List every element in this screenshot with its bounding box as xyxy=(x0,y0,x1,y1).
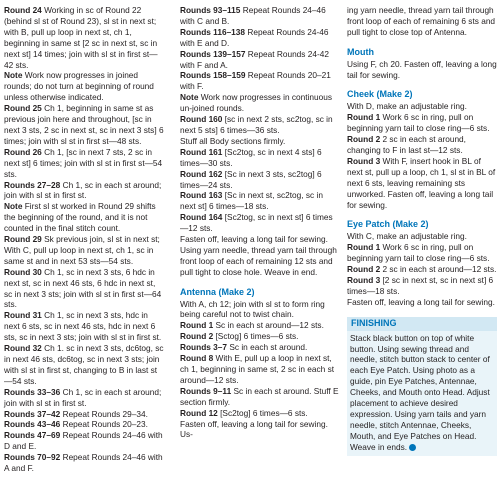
round-label: Round 26 xyxy=(4,146,42,157)
instruction-text: Sk previous join, sl st in next st; With C, pull up loop in next st, ch 1, sc in same st and in next 53 sts—54 sts. xyxy=(4,234,160,266)
instruction-paragraph xyxy=(180,27,339,49)
round-label: Rounds 27–28 xyxy=(4,179,61,190)
round-label: Round 1 xyxy=(347,242,381,253)
instruction-paragraph xyxy=(4,5,164,70)
round-label: Round 30 xyxy=(4,266,42,277)
instruction-paragraph xyxy=(4,70,164,103)
round-label: Rounds 3–7 xyxy=(180,342,228,353)
instruction-paragraph xyxy=(180,342,339,353)
instruction-text: Ch 1, beginning in same st as previous join here and throughout, [sc in next 3 sts, 2 sc in next st, sc in next 3 sts] 6 times; join with sl st in first st—48 sts. xyxy=(4,103,164,146)
finishing-box xyxy=(347,331,497,456)
instruction-paragraph xyxy=(180,212,339,234)
round-label: Note xyxy=(180,92,199,103)
instruction-paragraph xyxy=(4,103,164,147)
instruction-paragraph xyxy=(4,180,164,202)
instruction-paragraph xyxy=(4,201,164,234)
round-label: Rounds 116–138 xyxy=(180,26,246,37)
round-label: Rounds 93–115 xyxy=(180,5,241,15)
instruction-text: With D, make an adjustable ring. xyxy=(347,101,467,112)
instruction-text: [2 sc in next st, sc in next st] 6 times—18 sts. xyxy=(347,274,494,296)
round-label: Round 2 xyxy=(180,331,214,342)
round-label: Round 2 xyxy=(347,134,381,145)
instruction-paragraph xyxy=(180,49,339,71)
instruction-paragraph xyxy=(180,299,339,321)
finishing-heading xyxy=(347,317,497,331)
round-label: Round 8 xyxy=(180,353,214,364)
instruction-text: Ch 1. sc in next 3 sts, dc6tog, sc in next 46 sts, dc6tog, sc in next 3 sts; join with sl st in first st, changing to B in last st—54 sts. xyxy=(4,343,164,386)
instruction-paragraph xyxy=(347,156,497,211)
instruction-text: Work now progresses in joined rounds; do not turn at beginning of round unless otherwise indicated. xyxy=(4,70,154,103)
instruction-paragraph xyxy=(347,275,497,297)
section-heading: Eye Patch (Make 2) xyxy=(347,219,429,230)
instruction-paragraph xyxy=(4,409,164,420)
instruction-text: With E, pull up a loop in next st, ch 1, beginning in same st, 2 sc in each st around—12 sts. xyxy=(180,353,335,385)
round-label: Round 31 xyxy=(4,310,42,321)
instruction-paragraph xyxy=(4,234,164,267)
section-heading: Mouth xyxy=(347,46,374,57)
instruction-paragraph xyxy=(347,264,497,275)
instruction-text: Using F, ch 20. Fasten off, leaving a long tail for sewing. xyxy=(347,58,497,80)
instruction-text: Repeat Rounds 20–23. xyxy=(60,419,148,430)
round-label: Round 32 xyxy=(4,343,42,354)
instruction-text: Ch 1, [sc in next 7 sts, 2 sc in next st] 6 times; join with sl st in first st—54 sts. xyxy=(4,146,163,179)
round-label: Rounds 9–11 xyxy=(180,385,232,396)
instruction-text: With C, make an adjustable ring. xyxy=(347,231,467,242)
instruction-paragraph xyxy=(180,331,339,342)
instruction-paragraph xyxy=(180,114,339,136)
round-label: Rounds 43–46 xyxy=(4,419,61,430)
instruction-text: [Sc in next 3 sts, sc2tog] 6 times—24 sts. xyxy=(180,168,322,190)
section-heading: Antenna (Make 2) xyxy=(180,286,255,297)
instruction-text: Ch 1, sc in each st around; join with sl st in first st. xyxy=(4,179,162,201)
instruction-text: With A, ch 12; join with sl st to form ring being careful not to twist chain. xyxy=(180,298,325,320)
instruction-text: Stuff all Body sections firmly. xyxy=(180,135,286,146)
round-label: Round 1 xyxy=(347,112,381,123)
instruction-paragraph xyxy=(180,419,339,441)
instruction-text: First sl st worked in Round 29 shifts the beginning of the round, and it is not counted in the final stitch count. xyxy=(4,201,156,234)
instruction-paragraph xyxy=(180,5,339,27)
round-label: Rounds 139–157 xyxy=(180,48,246,59)
instruction-paragraph xyxy=(347,59,497,81)
round-label: Rounds 47–69 xyxy=(4,430,61,441)
instruction-text: Repeat Rounds 20–21 with F. xyxy=(180,70,331,92)
round-label: Round 164 xyxy=(180,212,223,223)
instruction-text: Repeat Rounds 24–46 with A and F. xyxy=(4,452,163,474)
round-label: Round 3 xyxy=(347,155,381,166)
round-label: Rounds 158–159 xyxy=(180,70,246,81)
instruction-text: Repeat Rounds 24–46 with D and E. xyxy=(4,430,163,452)
instruction-paragraph xyxy=(180,92,339,114)
instruction-paragraph xyxy=(180,353,339,386)
instruction-text: Fasten off, leaving a long tail for sewing. xyxy=(347,296,495,307)
instruction-text: [sc in next 2 sts, sc2tog, sc in next 5 sts] 6 times—36 sts. xyxy=(180,114,333,135)
column-2 xyxy=(180,5,339,440)
instruction-text: [Sctog] 6 times—6 sts. xyxy=(213,331,299,342)
instruction-paragraph xyxy=(4,452,164,474)
instruction-text: Fasten off, leaving a long tail for sewing. Using yarn needle, thread yarn tail through front loop of each of remaining 12 sts and pull tight to close hole. Weave in end. xyxy=(180,234,337,277)
instruction-text: Ch 1, sc in next 3 sts, hdc in next 6 sts, sc in next 46 sts, hdc in next 6 sts, sc in next 3 sts; join with sl st in first st. xyxy=(4,310,162,343)
round-label: Note xyxy=(4,70,23,81)
instruction-text: [Sc2tog] 6 times—6 sts. xyxy=(217,407,308,418)
instruction-text: Repeat Rounds 24-42 with F and A. xyxy=(180,48,329,70)
instruction-paragraph xyxy=(180,234,339,278)
instruction-text: Sc in each st around—12 sts. xyxy=(213,320,324,331)
instruction-text: [Sc2tog, sc in next 4 sts] 6 times—30 sts. xyxy=(180,146,322,168)
instruction-paragraph xyxy=(347,5,497,38)
instruction-paragraph xyxy=(180,147,339,169)
instruction-paragraph xyxy=(4,419,164,430)
round-label: Rounds 37–42 xyxy=(4,408,61,419)
instruction-paragraph xyxy=(4,147,164,180)
round-label: Round 163 xyxy=(180,190,223,201)
instruction-paragraph xyxy=(180,190,339,212)
instruction-text: Working in sc of Round 22 (behind sl st of Round 23), sl st in next st; with B, pull up loop in next st, ch 1, beginning in same st [2 sc in next st, sc in next st] 14 times; join with sl st in first st—42 sts. xyxy=(4,5,158,70)
finishing-heading-text: FINISHING xyxy=(351,318,397,329)
column-3 xyxy=(347,5,497,456)
instruction-paragraph xyxy=(180,169,339,191)
instruction-paragraph xyxy=(180,320,339,331)
round-label: Note xyxy=(4,201,23,212)
round-label: Round 12 xyxy=(180,407,218,418)
instruction-text: Work now progresses in continuous un-joined rounds. xyxy=(180,92,333,114)
instruction-paragraph xyxy=(180,408,339,419)
round-label: Round 29 xyxy=(4,234,42,245)
instruction-text: With F, insert hook in BL of next st, pull up a loop, ch 1, sl st in BL of next 6 sts, leaving remaining sts unworked. Fasten off, leaving a long tail for sewing. xyxy=(347,155,496,210)
round-label: Round 24 xyxy=(4,5,42,15)
instruction-text: Repeat Rounds 29–34. xyxy=(60,408,148,419)
round-label: Round 162 xyxy=(180,168,223,179)
instruction-text: Sc in each st around. xyxy=(227,342,308,353)
round-label: Round 3 xyxy=(347,274,381,285)
instruction-paragraph xyxy=(180,386,339,408)
instruction-paragraph xyxy=(4,310,164,343)
instruction-paragraph xyxy=(4,430,164,452)
instruction-text: [Sc2tog, sc in next st] 6 times—12 sts. xyxy=(180,212,333,234)
instruction-text: Ch 1, sc in next 3 sts, 6 hdc in next st, sc in next 46 sts, 6 hdc in next st, sc in next 3 sts; join with sl st in first st—64 sts. xyxy=(4,266,162,310)
round-label: Round 25 xyxy=(4,103,42,114)
instruction-paragraph xyxy=(347,231,497,242)
instruction-paragraph xyxy=(347,242,497,264)
section-heading: Cheek (Make 2) xyxy=(347,89,413,100)
round-label: Round 161 xyxy=(180,146,223,157)
instruction-paragraph xyxy=(347,112,497,134)
instruction-text: Fasten off, leaving a long tail for sewing. Us- xyxy=(180,418,328,440)
end-mark-icon xyxy=(409,444,416,451)
instruction-text: Ch 1, sc in each st around; join with sl st in first st. xyxy=(4,386,162,408)
instruction-paragraph xyxy=(347,297,497,308)
column-1 xyxy=(4,5,164,474)
round-label: Round 2 xyxy=(347,264,381,275)
instruction-paragraph xyxy=(347,134,497,156)
round-label: Round 160 xyxy=(180,114,223,125)
instruction-paragraph xyxy=(180,136,339,147)
instruction-text: Work 6 sc in ring, pull on beginning yarn tail to close ring—6 sts. xyxy=(347,112,490,134)
round-label: Rounds 33–36 xyxy=(4,386,61,397)
instruction-text: Repeat Rounds 24–46 with C and B. xyxy=(180,5,326,26)
instruction-text: 2 sc in each st around, changing to F in last st—12 sts. xyxy=(347,134,466,155)
round-label: Rounds 70–92 xyxy=(4,452,61,463)
instruction-paragraph xyxy=(4,267,164,311)
instruction-text: Repeat Rounds 24-46 with E and D. xyxy=(180,26,329,48)
round-label: Round 1 xyxy=(180,320,214,331)
instruction-text: 2 sc in each st around—12 sts. xyxy=(380,264,497,275)
finishing-text: Stack black button on top of white button. Using sewing thread and needle, stitch button stack to center of each Eye Patch. Using photo as a guide, pin Eye Patches, Antennae, Cheeks, and Mouth onto Head. Adjust placement to achieve desired expression. Using yarn tails and yarn needle, stitch Antennae, Cheeks, Mouth, and Eye Patches on Head. Weave in ends. xyxy=(350,332,490,452)
instruction-paragraph xyxy=(4,343,164,387)
instruction-paragraph xyxy=(347,101,497,112)
instruction-text: [Sc in next st, sc2tog, sc in next st] 6 times—18 sts. xyxy=(180,190,323,212)
instruction-text: Work 6 sc in ring, pull on beginning yarn tail to close ring—6 sts. xyxy=(347,242,490,264)
instruction-paragraph xyxy=(180,70,339,92)
instruction-paragraph xyxy=(4,387,164,409)
instruction-text: ing yarn needle, thread yarn tail through front loop of each of remaining 6 sts and pull tight to close top of Antenna. xyxy=(347,5,496,37)
instruction-text: Sc in each st around. Stuff E section firmly. xyxy=(180,385,339,407)
